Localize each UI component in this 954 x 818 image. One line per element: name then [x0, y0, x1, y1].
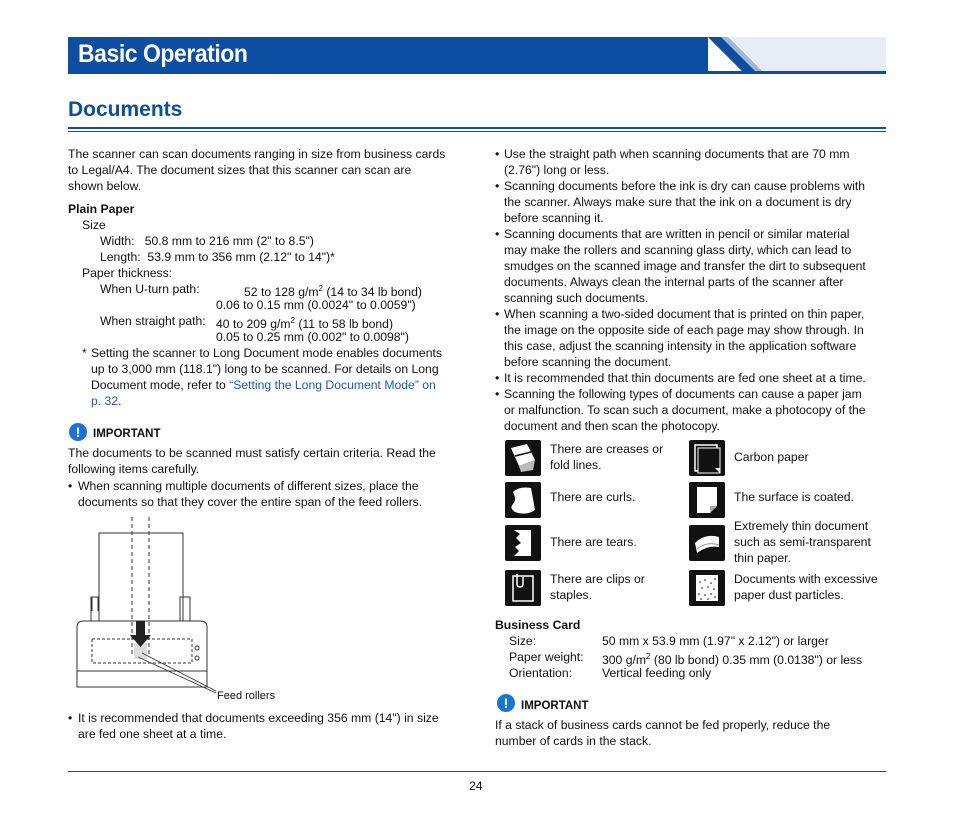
chapter-title: Basic Operation [78, 40, 248, 68]
bullet-dot: • [495, 387, 500, 401]
thickness-label: Paper thickness: [82, 266, 173, 280]
footnote-line: up to 3,000 mm (118.1") long to be scanned. For details on Long [91, 362, 439, 376]
bullet-text: before scanning it. [504, 211, 604, 225]
length-spec: Length: 53.9 mm to 356 mm (2.12" to 14")* [100, 250, 335, 264]
clipped-document-icon [505, 570, 541, 606]
bullet-text: this case, adjust the scanning intensity in the application software [504, 339, 857, 353]
bc-size-value: 50 mm x 53.9 mm (1.97" x 2.12") or larger [602, 634, 829, 648]
bullet-text: scanning such documents. [504, 291, 649, 305]
footnote-star: * [82, 346, 87, 360]
doc-type-label: There are tears. [550, 535, 637, 549]
scanner-illustration [76, 515, 296, 695]
bullet-dot: • [495, 227, 500, 241]
bullet-text: are fed one sheet at a time. [78, 727, 227, 741]
bullet-text: (2.76") long or less. [504, 163, 610, 177]
bullet-text: or malfunction. To scan such a document, make a photocopy of the [504, 403, 866, 417]
intro-line: shown below. [68, 179, 142, 193]
feed-rollers-label: Feed rollers [217, 690, 276, 702]
doc-type-label: The surface is coated. [734, 490, 854, 504]
bullet-text: It is recommended that thin documents are fed one sheet at a time. [504, 371, 866, 385]
doc-type-label: Documents with excessive [734, 572, 878, 586]
doc-type-label: fold lines. [550, 458, 602, 472]
intro-line: The scanner can scan documents ranging in size from business cards [68, 147, 446, 161]
bullet-dot: • [68, 479, 73, 493]
doc-type-label: There are curls. [550, 490, 636, 504]
important-icon: ! [69, 423, 87, 441]
straight-thickness: 0.05 to 0.25 mm (0.002" to 0.0098") [216, 330, 409, 344]
bullet-text: smudges on the scanned image and transfer the dirt to subsequent [504, 259, 866, 273]
bullet-text: before scanning the document. [504, 355, 672, 369]
bullet-text: the image on the opposite side of each page may show through. In [504, 323, 864, 337]
footnote-line: p. 32. [91, 394, 122, 408]
bullet-text: It is recommended that documents exceeding 356 mm (14") in size [78, 711, 439, 725]
plain-paper-heading: Plain Paper [68, 202, 135, 216]
straight-label: When straight path: [100, 314, 206, 328]
footnote-line: Setting the scanner to Long Document mode enables documents [91, 346, 442, 360]
doc-type-label: staples. [550, 588, 593, 602]
bc-weight-value: 300 $g/m^2$ (80 lb bond) 0.35 mm (0.0138") or less [602, 652, 863, 668]
bc-weight-label: Paper weight: [509, 650, 584, 664]
straight-weight: 40 to 209 $g/m^2$ (11 to 58 lb bond) [216, 316, 394, 332]
section-rule [68, 127, 886, 129]
page-number: 24 [469, 779, 483, 793]
doc-type-label: Carbon paper [734, 450, 809, 464]
bullet-text: may make the rollers and scanning glass dirty, which can lead to [504, 243, 852, 257]
bullet-text: When scanning a two-sided document that is printed on thin paper, [504, 307, 865, 321]
important-label: IMPORTANT [93, 428, 161, 440]
uturn-thickness: 0.06 to 0.15 mm (0.0024" to 0.0059") [216, 298, 416, 312]
bc-size-label: Size: [509, 634, 537, 648]
doc-type-label: thin paper. [734, 551, 791, 565]
section-title: Documents [68, 98, 183, 121]
long-document-mode-link[interactable]: “Setting the Long Document Mode” on [229, 378, 436, 392]
creased-document-icon [505, 440, 541, 476]
important-label: IMPORTANT [521, 700, 589, 712]
bullet-dot: • [495, 147, 500, 161]
business-card-heading: Business Card [495, 618, 581, 632]
footer-rule [68, 771, 886, 772]
bc-orientation-label: Orientation: [509, 666, 573, 680]
uturn-label: When U-turn path: [100, 282, 200, 296]
bullet-dot: • [495, 371, 500, 385]
doc-type-label: There are creases or [550, 442, 664, 456]
important-icon: ! [497, 694, 515, 712]
important-text: number of cards in the stack. [495, 734, 652, 748]
thin-paper-icon [689, 525, 725, 561]
carbon-paper-icon [689, 440, 725, 476]
bullet-dot: • [495, 307, 500, 321]
bullet-text: Scanning documents that are written in pencil or similar material [504, 227, 850, 241]
section-rule-thin [68, 131, 886, 132]
bullet-text: Scanning documents before the ink is dry can cause problems with [504, 179, 866, 193]
uturn-weight: 52 to 128 $g/m^2$ (14 to 34 lb bond) [244, 284, 422, 300]
doc-type-label: Extremely thin document [734, 519, 869, 533]
bullet-text: document and then scan the photocopy. [504, 419, 720, 433]
important-text: The documents to be scanned must satisfy certain criteria. Read the [68, 446, 436, 460]
curled-document-icon [505, 482, 541, 518]
bullet-text: Use the straight path when scanning documents that are 70 mm [504, 147, 850, 161]
bullet-dot: • [68, 711, 73, 725]
width-spec: Width: 50.8 mm to 216 mm (2" to 8.5") [100, 234, 314, 248]
footnote-line: Document mode, refer to “Setting the Long Document Mode” on [91, 378, 436, 392]
important-text: following items carefully. [68, 462, 200, 476]
bullet-text: documents so that they cover the entire span of the feed rollers. [78, 495, 423, 509]
torn-document-icon [505, 525, 541, 561]
intro-line: to Legal/A4. The document sizes that this scanner can scan are [68, 163, 412, 177]
page-32-link[interactable]: p. 32 [91, 394, 119, 408]
bullet-text: documents. Always clean the internal parts of the scanner after [504, 275, 844, 289]
coated-surface-icon [689, 482, 725, 518]
doc-type-label: There are clips or [550, 572, 645, 586]
dusty-document-icon [689, 570, 725, 606]
bullet-text: the scanner. Always make sure that the ink on a document is dry [504, 195, 852, 209]
bullet-dot: • [495, 179, 500, 193]
size-label: Size [82, 218, 106, 232]
bc-orientation-value: Vertical feeding only [602, 666, 712, 680]
important-text: If a stack of business cards cannot be fed properly, reduce the [495, 718, 831, 732]
bullet-text: When scanning multiple documents of different sizes, place the [78, 479, 419, 493]
doc-type-label: paper dust particles. [734, 588, 844, 602]
doc-type-label: such as semi-transparent [734, 535, 871, 549]
bullet-text: Scanning the following types of documents can cause a paper jam [504, 387, 862, 401]
